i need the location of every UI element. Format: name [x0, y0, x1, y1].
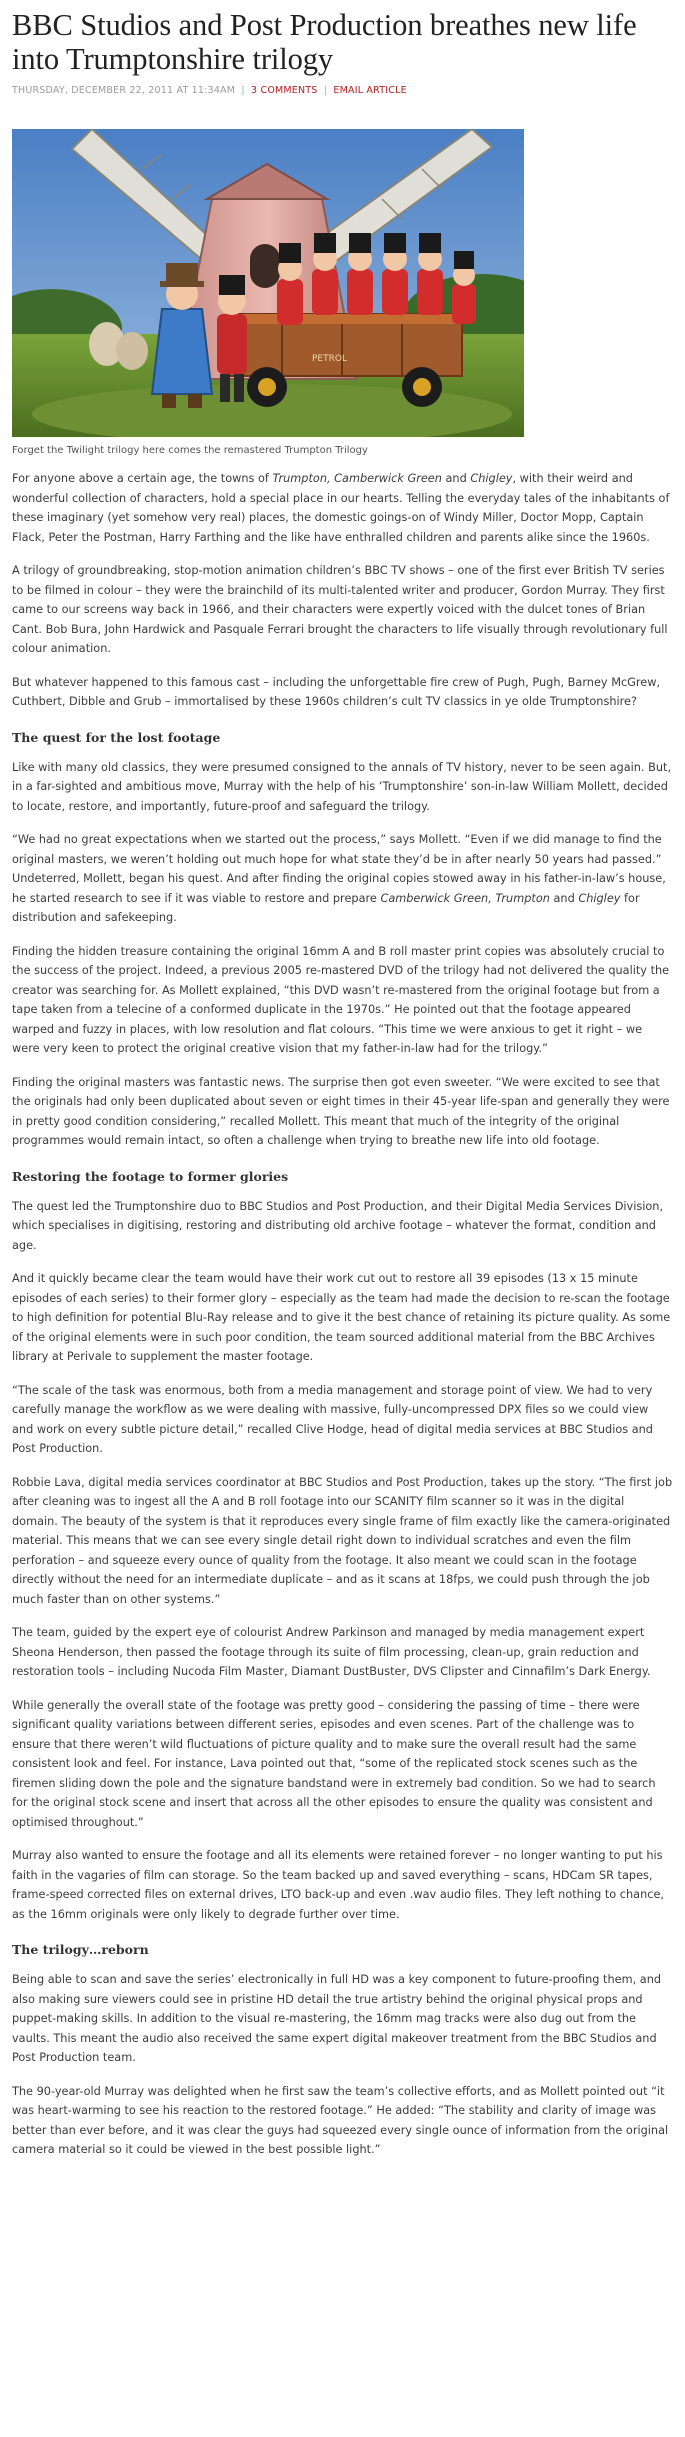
paragraph: Finding the original masters was fantastic news. The surprise then got even sweeter. “We were excited to see that the originals had only been duplicated about seven or eight times in their 45-year life-span and generally they were in pretty good condition considering,” recalled Mollett. This meant that much of the integrity of the original programmes would remain intact, so often a challenge when trying to breathe new life into old footage. [12, 1075, 670, 1147]
paragraph: Like with many old classics, they were presumed consigned to the annals of TV history, never to be seen again. But, in a far-sighted and ambitious move, Murray with the help of his ‘Trumptonshire’ son-in-law William Mollett, decided to locate, restore, and importantly, future-proof and safeguard the trilogy. [12, 760, 672, 813]
paragraph: “The scale of the task was enormous, both from a media management and storage point of view. We had to very carefully manage the workflow as we were dealing with massive, fully-uncompressed DPX files so we could view and work on every subtle picture detail,” recalled Clive Hodge, head of digital media services at BBC Studios and Post Production. [12, 1383, 653, 1455]
paragraph: The 90-year-old Murray was delighted when he first saw the team’s collective efforts, and as Mollett pointed out “it was heart-warming to see his reaction to the restored footage.” He added: “The stability and clarity of image was better than ever before, and it was clear the guys had squeezed every single ounce of information from the original camera material so it could be viewed in the best possible light.” [12, 2084, 669, 2156]
section-heading-quest: The quest for the lost footage [12, 729, 221, 745]
email-article-link[interactable]: EMAIL ARTICLE [333, 85, 407, 96]
article-title: BBC Studios and Post Production breathes new life into Trumptonshire trilogy [12, 8, 637, 76]
paragraph: Murray also wanted to ensure the footage and all its elements were retained forever – no longer wanting to put his faith in the vagaries of film can storage. So the team backed up and saved everything – scans, HDCam SR tapes, frame-speed corrected files on external drives, LTO back-up and even .wav audio files. They left nothing to chance, as the 16mm originals were only likely to degrade further over time. [12, 1849, 665, 1921]
paragraph: A trilogy of groundbreaking, stop-motion animation children’s BBC TV shows – one of the first ever British TV series to be filmed in colour – they were the brainchild of its multi-talented writer and producer, Gordon Murray. They first came to our screens way back in 1966, and their characters were expertly voiced with the dulcet tones of Brian Cant. Bob Bura, John Hardwick and Pasquale Ferrari brought the characters to life visually through revolutionary full colour animation. [12, 564, 668, 655]
paragraph: Being able to scan and save the series’ electronically in full HD was a key component to future-proofing them, and also making sure viewers could see in pristine HD detail the true artistry behind the original physical props and puppet-making skills. In addition to the visual re-mastering, the 16mm mag tracks were also dug out from the vaults. This meant the audio also received the same expert digital makeover treatment from the BBC Studios and Post Production team. [12, 1973, 662, 2064]
paragraph: But whatever happened to this famous cast – including the unforgettable fire crew of Pugh, Pugh, Barney McGrew, Cuthbert, Dibble and Grub – immortalised by these 1960s children’s cult TV classics in ye olde Trumptonshire? [12, 675, 661, 708]
paragraph: The team, guided by the expert eye of colourist Andrew Parkinson and managed by media management expert Sheona Henderson, then passed the footage through its suite of film processing, clean-up, grain reduction and restoration tools – including Nucoda Film Master, Diamant DustBuster, DVS Clipster and Cinnafilm’s Dark Energy. [12, 1626, 651, 1678]
trumpton-scene-illustration [12, 129, 524, 437]
paragraph: Finding the hidden treasure containing the original 16mm A and B roll master print copies was absolutely crucial to the success of the project. Indeed, a previous 2005 re-mastered DVD of the trilogy had not delivered the quality the creator was searching for. As Mollett explained, “this DVD wasn’t re-mastered from the original footage but from a tape taken from a telecine of a conformed duplicate in the 1970s.” He pointed out that the footage appeared warped and fuzzy in places, with low resolution and flat colours. “This time we were anxious to get it right – we were very keen to protect the original creative vision that my father-in-law had for the trilogy.” [12, 944, 670, 1055]
article-figure [12, 129, 524, 457]
article-body [12, 469, 673, 2160]
paragraph: And it quickly became clear the team would have their work cut out to restore all 39 episodes (13 x 15 minute episodes of each series) to their former glory – especially as the team had made the decision to re-scan the footage to high definition for potential Blu-Ray release and to give it the best chance of retaining its picture quality. As some of the original elements were in such poor condition, the team sourced additional material from the BBC Archives library at Perivale to supplement the master footage. [12, 1272, 671, 1363]
paragraph: Robbie Lava, digital media services coordinator at BBC Studios and Post Production, takes up the story. “The first job after cleaning was to ingest all the A and B roll footage into our SCANITY film scanner so it was in the digital domain. The beauty of the system is that it reproduces every single frame of film exactly like the camera-originated material. This means that we can see every single detail right down to individual scratches and even the film perforation – and squeeze every ounce of quality from the footage. It also meant we could scan in the footage directly without the need for an intermediate duplicate – and as it scans at 18fps, we could push through the job much faster than on other systems.” [12, 1475, 673, 1606]
section-heading-reborn: The trilogy…reborn [12, 1942, 149, 1957]
comments-link[interactable]: 3 COMMENTS [251, 85, 318, 96]
paragraph-intro: For anyone above a certain age, the towns of Trumpton, Camberwick Green and Chigley, with their weird and wonderful collection of characters, hold a special place in our hearts. Telling the everyday tales of the inhabitants of these imaginary (yet somehow very real) places, the domestic goings-on of Windy Miller, Doctor Mopp, Captain Flack, Peter the Postman, Harry Farthing and the like have enthralled children and parents alike since the 1960s. [12, 472, 670, 544]
trailer-lettering: PETROL [312, 354, 347, 364]
post-date: THURSDAY, DECEMBER 22, 2011 AT 11:34AM [12, 85, 236, 96]
meta-separator: | [323, 85, 328, 96]
paragraph: “We had no great expectations when we started out the process,” says Mollett. “Even if we did manage to find the original masters, we weren’t holding out much hope for what state they’d be in after nearly 50 years had passed.” Undeterred, Mollett, began his quest. And after finding the original copies stowed away in his father-in-law’s house, he started research to see if it was viable to restore and prepare Camberwick Green, Trumpton and Chigley for distribution and safekeeping. [12, 833, 666, 924]
paragraph: While generally the overall state of the footage was pretty good – considering the passing of time – there were significant quality variations between different series, episodes and even scenes. Part of the challenge was to ensure that there weren’t wild fluctuations of picture quality and to make sure the overall result had the same consistent look and feel. For instance, Lava pointed out that, “some of the replicated stock scenes such as the firemen sliding down the pole and the signature bandstand were in extremely bad condition. So we had to search for the original stock scene and insert that across all the other episodes to ensure the quality was consistent and optimised throughout.” [12, 1698, 656, 1829]
trumpton-photo [12, 129, 524, 437]
section-heading-restoring: Restoring the footage to former glories [12, 1168, 289, 1184]
paragraph: The quest led the Trumptonshire duo to BBC Studios and Post Production, and their Digital Media Services Division, which specialises in digitising, restoring and distributing old archive footage – whatever the format, condition and age. [12, 1199, 664, 1252]
article-meta [12, 85, 673, 97]
figure-caption: Forget the Twilight trilogy here comes the remastered Trumpton Trilogy [12, 445, 368, 456]
meta-separator: | [241, 85, 245, 96]
